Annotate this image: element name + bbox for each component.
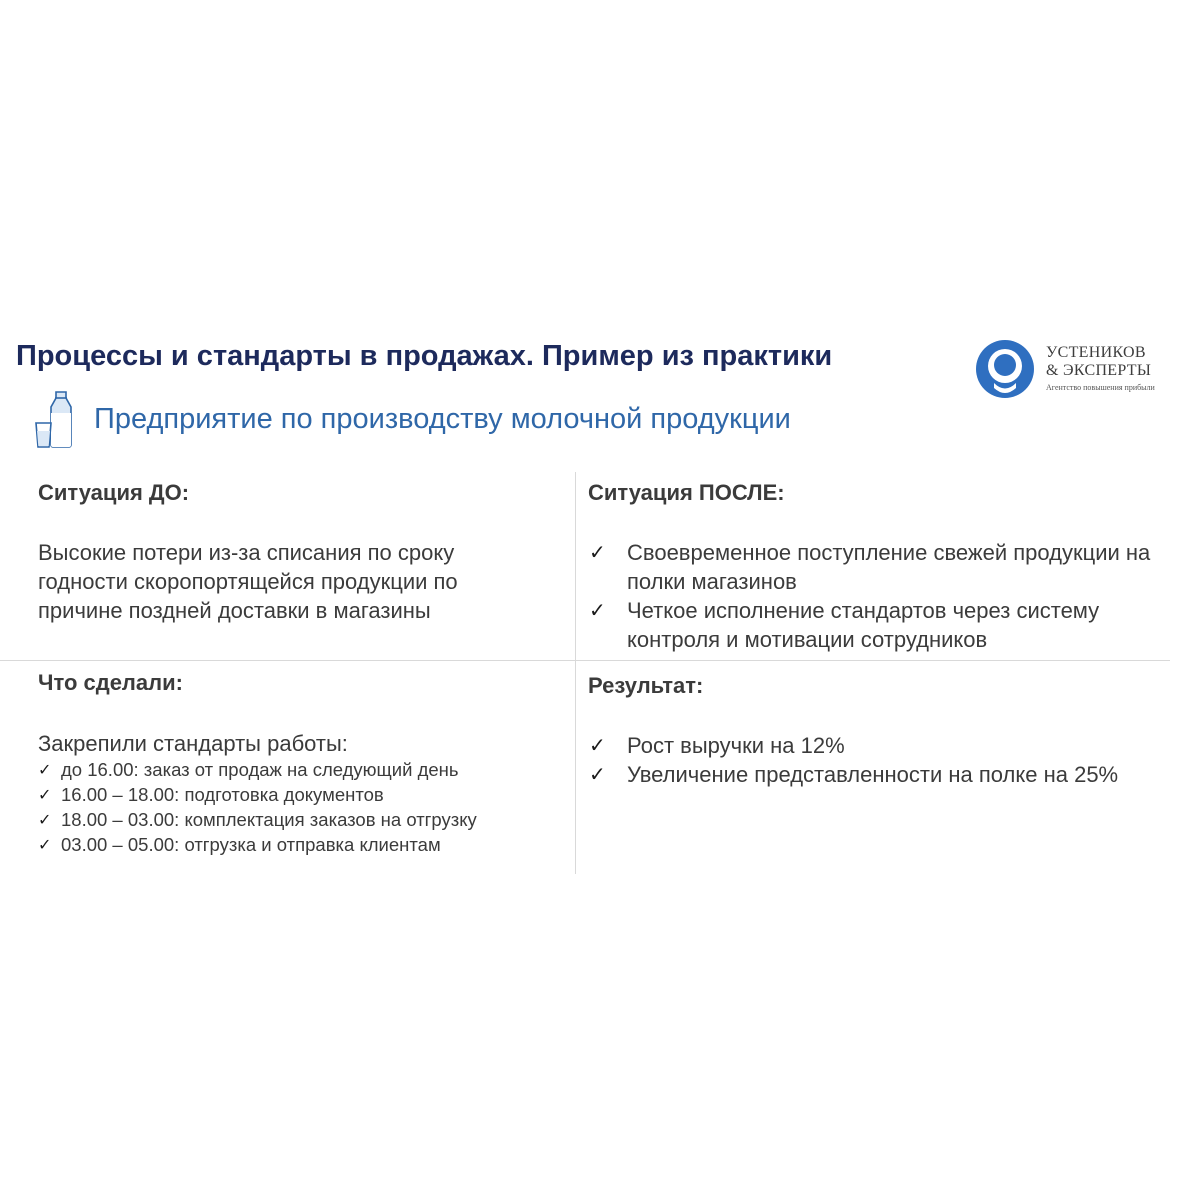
after-heading: Ситуация ПОСЛЕ: <box>588 480 785 505</box>
check-icon: ✓ <box>589 733 606 757</box>
result-heading: Результат: <box>588 673 704 698</box>
list-item <box>589 538 1189 596</box>
list-item <box>589 596 1189 654</box>
check-icon: ✓ <box>589 598 606 622</box>
company-logo <box>972 336 1172 404</box>
after-item-1: Своевременное поступление свежей продукции на полки магазинов <box>627 540 1151 594</box>
action-item-4: 03.00 – 05.00: отгрузка и отправка клиентам <box>61 834 441 855</box>
result-list <box>589 731 1129 789</box>
check-icon: ✓ <box>38 785 52 804</box>
list-item <box>38 832 477 857</box>
page-title: Процессы и стандарты в продажах. Пример из практики <box>16 340 833 372</box>
check-icon: ✓ <box>38 760 52 779</box>
after-item-2: Четкое исполнение стандартов через систему контроля и мотивации сотрудников <box>627 598 1100 652</box>
list-item <box>589 760 1129 789</box>
action-item-3: 18.00 – 03.00: комплектация заказов на отгрузку <box>61 809 477 830</box>
vertical-divider <box>575 472 576 874</box>
actions-intro: Закрепили стандарты работы: <box>38 731 348 756</box>
logo-name-line1: УСТЕНИКОВ <box>1046 344 1146 361</box>
logo-name-line2: & ЭКСПЕРТЫ <box>1046 362 1152 379</box>
list-item <box>589 731 1129 760</box>
check-icon: ✓ <box>589 540 606 564</box>
list-item <box>38 757 477 782</box>
check-icon: ✓ <box>38 835 52 854</box>
milk-bottle-and-glass-icon <box>34 389 78 449</box>
after-list <box>589 538 1189 654</box>
list-item <box>38 807 477 832</box>
logo-ring-icon <box>972 336 1038 402</box>
before-text: Высокие потери из-за списания по сроку годности скоропортящейся продукции по причине поздней доставки в магазины <box>38 540 458 623</box>
check-icon: ✓ <box>38 810 52 829</box>
horizontal-divider <box>0 660 1170 661</box>
action-item-2: 16.00 – 18.00: подготовка документов <box>61 784 384 805</box>
list-item <box>38 782 477 807</box>
before-heading: Ситуация ДО: <box>38 480 190 505</box>
result-item-2: Увеличение представленности на полке на 25% <box>627 762 1119 787</box>
action-item-1: до 16.00: заказ от продаж на следующий день <box>61 759 459 780</box>
page-subtitle: Предприятие по производству молочной продукции <box>94 403 791 435</box>
check-icon: ✓ <box>589 762 606 786</box>
actions-list <box>38 757 477 857</box>
actions-heading: Что сделали: <box>38 670 183 695</box>
logo-tagline: Агентство повышения прибыли <box>1046 383 1155 392</box>
result-item-1: Рост выручки на 12% <box>627 733 845 758</box>
